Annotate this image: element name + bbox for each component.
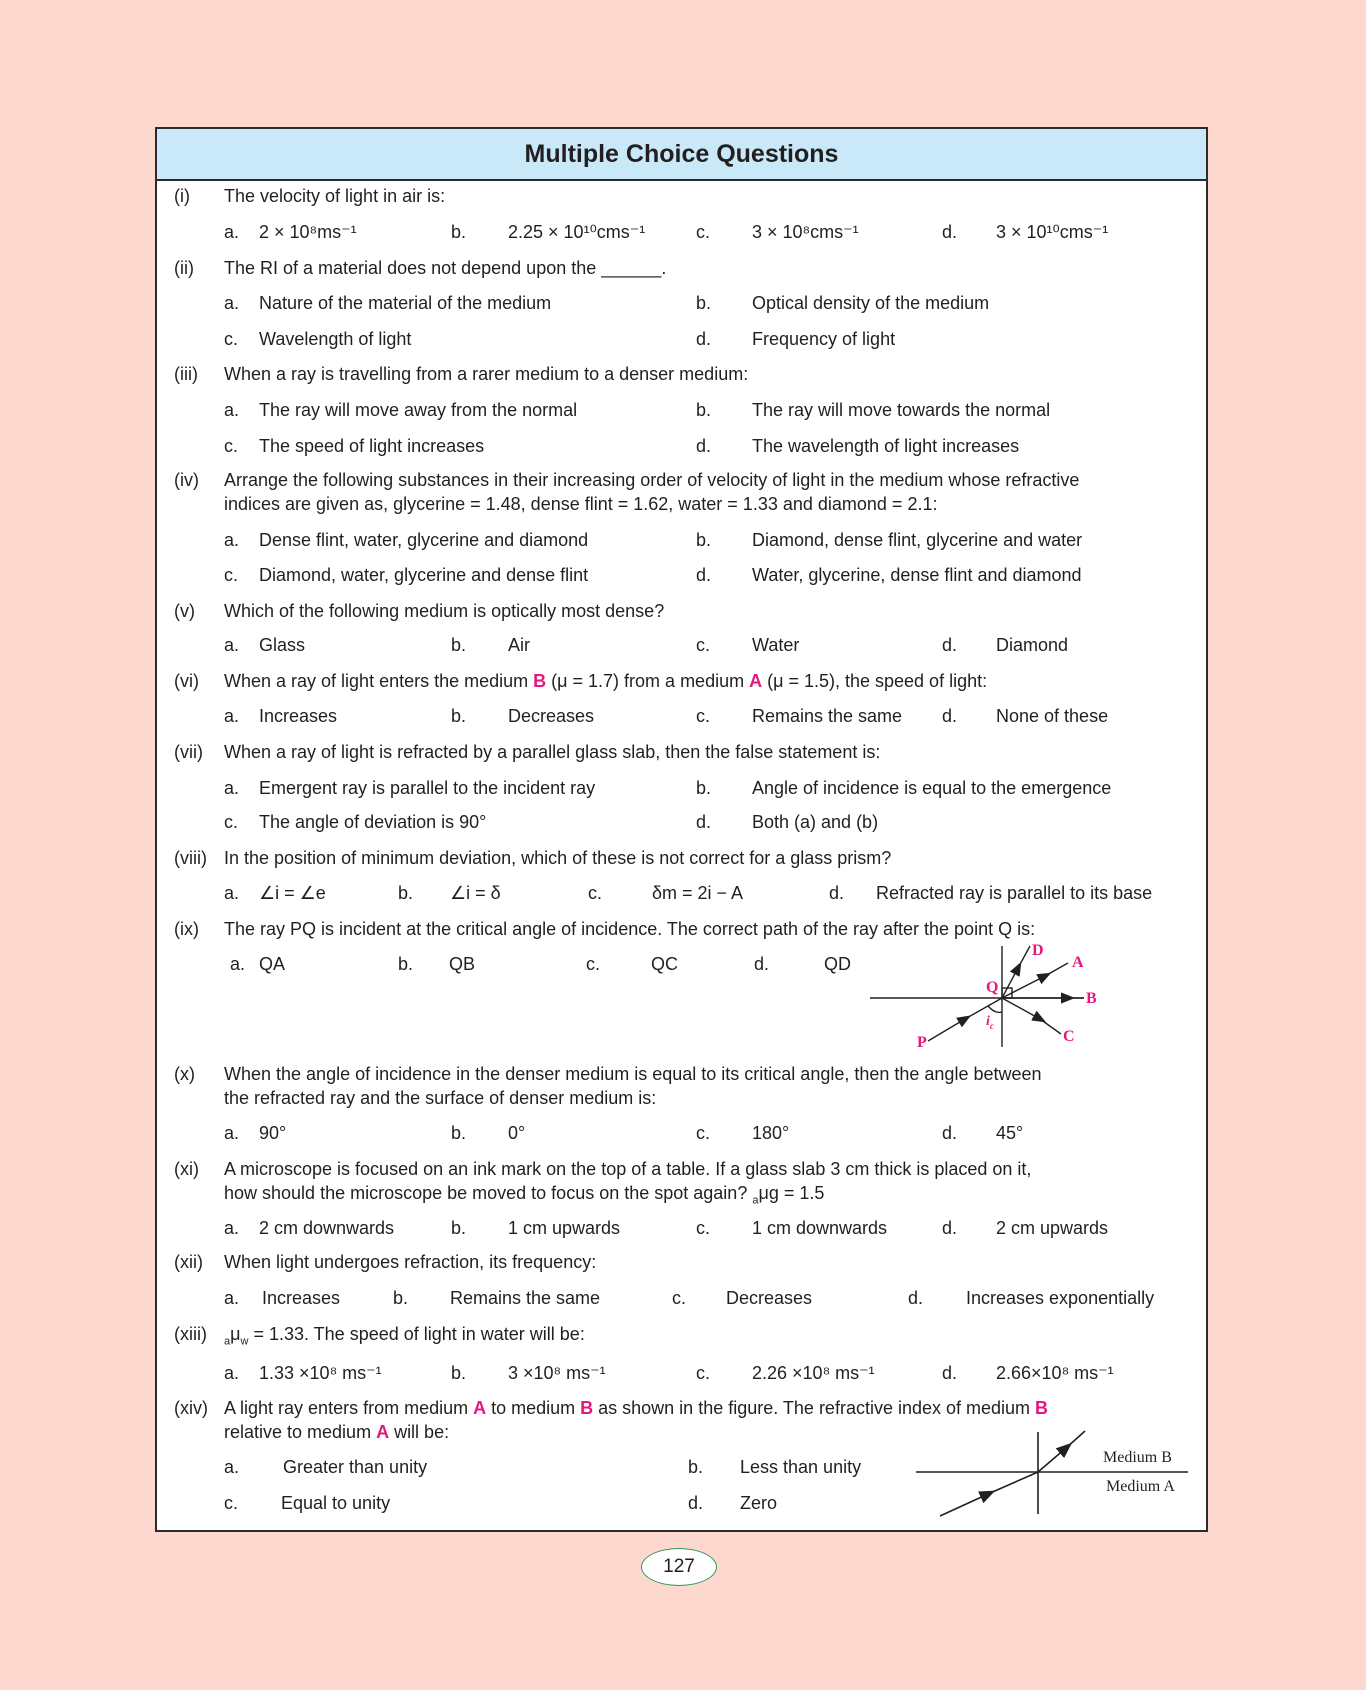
option-label: b. <box>696 400 712 420</box>
question-text <box>224 1251 596 1273</box>
option-label: b. <box>696 293 712 313</box>
option-text: Greater than unity <box>283 1457 428 1477</box>
option-label: d. <box>696 812 712 832</box>
option-text: Diamond, water, glycerine and dense flint <box>259 565 589 585</box>
option-text: The speed of light increases <box>259 436 485 456</box>
option-text: QC <box>651 954 678 974</box>
option-label: c. <box>224 812 239 832</box>
option-text: Glass <box>259 635 306 655</box>
question-text-segment: When a ray is travelling from a rarer medium to a denser medium: <box>224 364 749 384</box>
question-text <box>224 1063 1042 1085</box>
option-text: 3 ×10⁸ ms⁻¹ <box>508 1363 606 1383</box>
option-text: Increases <box>259 706 338 726</box>
option-text: Increases <box>262 1288 341 1308</box>
option-text: Remains the same <box>752 706 903 726</box>
option-text: 1 cm upwards <box>508 1218 621 1238</box>
option-text: QA <box>259 954 286 974</box>
option-label: b. <box>451 635 467 655</box>
question-text-segment: as shown in the figure. The refractive index of medium <box>593 1398 1036 1418</box>
option-label: d. <box>942 1363 958 1383</box>
question-text-segment: a <box>224 1335 231 1348</box>
question-text <box>224 741 880 763</box>
option-label: c. <box>696 706 711 726</box>
question-number: (x) <box>174 1064 195 1084</box>
option-label: a. <box>224 400 240 420</box>
option-label: d. <box>696 329 712 349</box>
question-text <box>224 670 987 692</box>
refracted-ray <box>1038 1448 1066 1472</box>
option-text: Water <box>752 635 800 655</box>
option-label: d. <box>696 436 712 456</box>
option-text: The ray will move towards the normal <box>752 400 1051 420</box>
option-text: 2 cm upwards <box>996 1218 1109 1238</box>
question-text-segment: to medium <box>486 1398 581 1418</box>
option-text: Optical density of the medium <box>752 293 990 313</box>
option-label: a. <box>224 883 240 903</box>
question-text <box>224 1397 1048 1419</box>
option-text: 3 × 10¹⁰cms⁻¹ <box>996 222 1109 242</box>
medium-label-highlight: A <box>749 671 763 691</box>
option-text: 2.66×10⁸ ms⁻¹ <box>996 1363 1114 1383</box>
question-text <box>224 1158 1031 1180</box>
question-text-segment: μ <box>230 1324 241 1344</box>
ray-qc <box>1002 998 1040 1019</box>
question-text-segment: When the angle of incidence in the denser medium is equal to its critical angle, then the angle between <box>224 1064 1042 1084</box>
option-text: QD <box>824 954 851 974</box>
option-label: a. <box>224 1363 240 1383</box>
question-text-segment: (μ = 1.7) from a medium <box>546 671 750 691</box>
question-number: (v) <box>174 601 195 621</box>
question-text <box>224 363 748 385</box>
question-text-segment: (μ = 1.5), the speed of light: <box>762 671 988 691</box>
option-label: c. <box>696 635 711 655</box>
section-title: Multiple Choice Questions <box>157 129 1206 181</box>
option-text: 45° <box>996 1123 1024 1143</box>
option-label: d. <box>829 883 845 903</box>
option-text: Angle of incidence is equal to the emergence <box>752 778 1112 798</box>
question-text <box>224 1421 449 1443</box>
option-text: ∠i = ∠e <box>259 883 326 903</box>
label-b: B <box>1086 990 1097 1007</box>
question-number: (vi) <box>174 671 199 691</box>
label-c: C <box>1063 1028 1075 1045</box>
option-text: Diamond, dense flint, glycerine and water <box>752 530 1083 550</box>
option-label: c. <box>696 1123 711 1143</box>
option-label: c. <box>672 1288 687 1308</box>
question-text-segment: will be: <box>389 1422 450 1442</box>
question-text-segment: how should the microscope be moved to focus on the spot again? <box>224 1183 753 1203</box>
question-number: (xii) <box>174 1252 203 1272</box>
option-text: Remains the same <box>450 1288 601 1308</box>
option-label: c. <box>224 329 239 349</box>
label-a: A <box>1072 954 1084 971</box>
option-text: 2.26 ×10⁸ ms⁻¹ <box>752 1363 875 1383</box>
option-label: c. <box>224 565 239 585</box>
option-label: c. <box>224 1493 239 1513</box>
option-text: ∠i = δ <box>450 883 501 903</box>
option-text: Dense flint, water, glycerine and diamond <box>259 530 589 550</box>
label-medium-a: Medium A <box>1106 1478 1175 1495</box>
option-label: c. <box>586 954 601 974</box>
option-label: a. <box>224 222 240 242</box>
question-text <box>224 847 891 869</box>
question-text-segment: relative to medium <box>224 1422 377 1442</box>
question-text <box>224 1323 585 1353</box>
ray-pq <box>928 1019 965 1041</box>
option-text: 1 cm downwards <box>752 1218 888 1238</box>
option-label: b. <box>688 1457 704 1477</box>
question-text-segment: When a ray of light enters the medium <box>224 671 534 691</box>
option-label: a. <box>230 954 246 974</box>
option-label: a. <box>224 706 240 726</box>
label-p: P <box>917 1034 927 1051</box>
question-text-segment: A light ray enters from medium <box>224 1398 474 1418</box>
option-label: b. <box>696 530 712 550</box>
question-text-segment: the refracted ray and the surface of denser medium is: <box>224 1088 657 1108</box>
option-text: 2 × 10⁸ms⁻¹ <box>259 222 357 242</box>
option-label: c. <box>696 222 711 242</box>
option-text: Emergent ray is parallel to the incident ray <box>259 778 596 798</box>
option-label: b. <box>451 1123 467 1143</box>
option-text: Decreases <box>508 706 595 726</box>
question-text-segment: = 1.33. The speed of light in water will be: <box>248 1324 585 1344</box>
option-label: b. <box>398 883 414 903</box>
option-text: The wavelength of light increases <box>752 436 1020 456</box>
option-text: The angle of deviation is 90° <box>259 812 487 832</box>
option-text: Increases exponentially <box>966 1288 1155 1308</box>
question-text-segment: In the position of minimum deviation, which of these is not correct for a glass prism? <box>224 848 892 868</box>
option-label: a. <box>224 1288 240 1308</box>
medium-label-highlight: A <box>376 1422 390 1442</box>
option-label: b. <box>393 1288 409 1308</box>
option-label: a. <box>224 1218 240 1238</box>
option-label: a. <box>224 1457 240 1477</box>
option-label: c. <box>588 883 603 903</box>
question-number: (xi) <box>174 1159 199 1179</box>
question-text-segment: w <box>240 1335 249 1348</box>
question-text <box>224 493 937 515</box>
option-text: Air <box>508 635 530 655</box>
question-text-segment: a <box>752 1194 759 1207</box>
option-text: Equal to unity <box>281 1493 391 1513</box>
option-text: Frequency of light <box>752 329 896 349</box>
question-text-segment: The RI of a material does not depend upon the ______. <box>224 258 667 278</box>
option-text: 0° <box>508 1123 526 1143</box>
page-number: 127 <box>641 1548 717 1586</box>
label-medium-b: Medium B <box>1103 1449 1172 1466</box>
option-label: d. <box>942 1218 958 1238</box>
option-text: Refracted ray is parallel to its base <box>876 883 1153 903</box>
question-text <box>224 600 664 622</box>
question-text-segment: indices are given as, glycerine = 1.48, dense flint = 1.62, water = 1.33 and diamond = 2.1: <box>224 494 938 514</box>
question-text-segment: When light undergoes refraction, its frequency: <box>224 1252 597 1272</box>
option-text: 1.33 ×10⁸ ms⁻¹ <box>259 1363 382 1383</box>
option-text: 3 × 10⁸cms⁻¹ <box>752 222 859 242</box>
medium-refraction-diagram <box>900 1420 1210 1520</box>
option-label: b. <box>398 954 414 974</box>
option-text: 180° <box>752 1123 790 1143</box>
option-label: d. <box>942 222 958 242</box>
option-text: Water, glycerine, dense flint and diamond <box>752 565 1082 585</box>
option-label: a. <box>224 778 240 798</box>
question-number: (ix) <box>174 919 199 939</box>
label-q: Q <box>986 979 999 996</box>
question-number: (i) <box>174 186 190 206</box>
option-label: a. <box>224 635 240 655</box>
option-text: Decreases <box>726 1288 813 1308</box>
option-label: b. <box>451 222 467 242</box>
option-label: b. <box>451 1218 467 1238</box>
option-text: QB <box>449 954 476 974</box>
question-text-segment: μg = 1.5 <box>758 1183 825 1203</box>
question-number: (vii) <box>174 742 203 762</box>
question-text-segment: A microscope is focused on an ink mark on the top of a table. If a glass slab 3 cm thick is placed on it, <box>224 1159 1032 1179</box>
question-text <box>224 185 445 207</box>
question-text <box>224 257 666 279</box>
option-label: d. <box>696 565 712 585</box>
option-label: c. <box>696 1218 711 1238</box>
question-text <box>224 469 1079 491</box>
option-label: a. <box>224 530 240 550</box>
question-text-segment: The velocity of light in air is: <box>224 186 446 206</box>
option-label: b. <box>451 1363 467 1383</box>
medium-label-highlight: B <box>580 1398 594 1418</box>
option-label: d. <box>908 1288 924 1308</box>
option-text: The ray will move away from the normal <box>259 400 578 420</box>
option-text: None of these <box>996 706 1109 726</box>
label-d: D <box>1032 942 1044 959</box>
option-label: d. <box>942 706 958 726</box>
option-label: d. <box>942 635 958 655</box>
question-number: (xiv) <box>174 1398 208 1418</box>
option-label: d. <box>942 1123 958 1143</box>
critical-angle-diagram <box>860 930 1120 1060</box>
question-number: (xiii) <box>174 1324 207 1344</box>
option-text: Diamond <box>996 635 1069 655</box>
option-text: 2.25 × 10¹⁰cms⁻¹ <box>508 222 646 242</box>
question-text-segment: Arrange the following substances in their increasing order of velocity of light in the medium whose refractive <box>224 470 1080 490</box>
question-text <box>224 1182 824 1212</box>
option-text: Nature of the material of the medium <box>259 293 552 313</box>
question-number: (iii) <box>174 364 198 384</box>
option-text: Less than unity <box>740 1457 862 1477</box>
question-number: (viii) <box>174 848 207 868</box>
medium-label-highlight: A <box>473 1398 487 1418</box>
question-text <box>224 1087 656 1109</box>
incident-ray <box>940 1494 988 1516</box>
option-label: c. <box>696 1363 711 1383</box>
question-text-segment: When a ray of light is refracted by a parallel glass slab, then the false statement is: <box>224 742 881 762</box>
option-label: d. <box>754 954 770 974</box>
medium-label-highlight: B <box>1035 1398 1049 1418</box>
option-label: c. <box>224 436 239 456</box>
option-text: δm = 2i − A <box>652 883 744 903</box>
option-text: Both (a) and (b) <box>752 812 879 832</box>
question-number: (ii) <box>174 258 194 278</box>
question-text-segment: Which of the following medium is optically most dense? <box>224 601 665 621</box>
medium-label-highlight: B <box>533 671 547 691</box>
option-text: 2 cm downwards <box>259 1218 395 1238</box>
question-text-segment: The ray PQ is incident at the critical angle of incidence. The correct path of the ray after the point Q is: <box>224 919 1036 939</box>
label-ic: $i_c$ <box>986 1014 994 1031</box>
option-label: a. <box>224 293 240 313</box>
option-text: Wavelength of light <box>259 329 412 349</box>
option-text: 90° <box>259 1123 287 1143</box>
option-label: d. <box>688 1493 704 1513</box>
question-number: (iv) <box>174 470 199 490</box>
option-label: a. <box>224 1123 240 1143</box>
option-text: Zero <box>740 1493 778 1513</box>
option-label: b. <box>696 778 712 798</box>
option-label: b. <box>451 706 467 726</box>
